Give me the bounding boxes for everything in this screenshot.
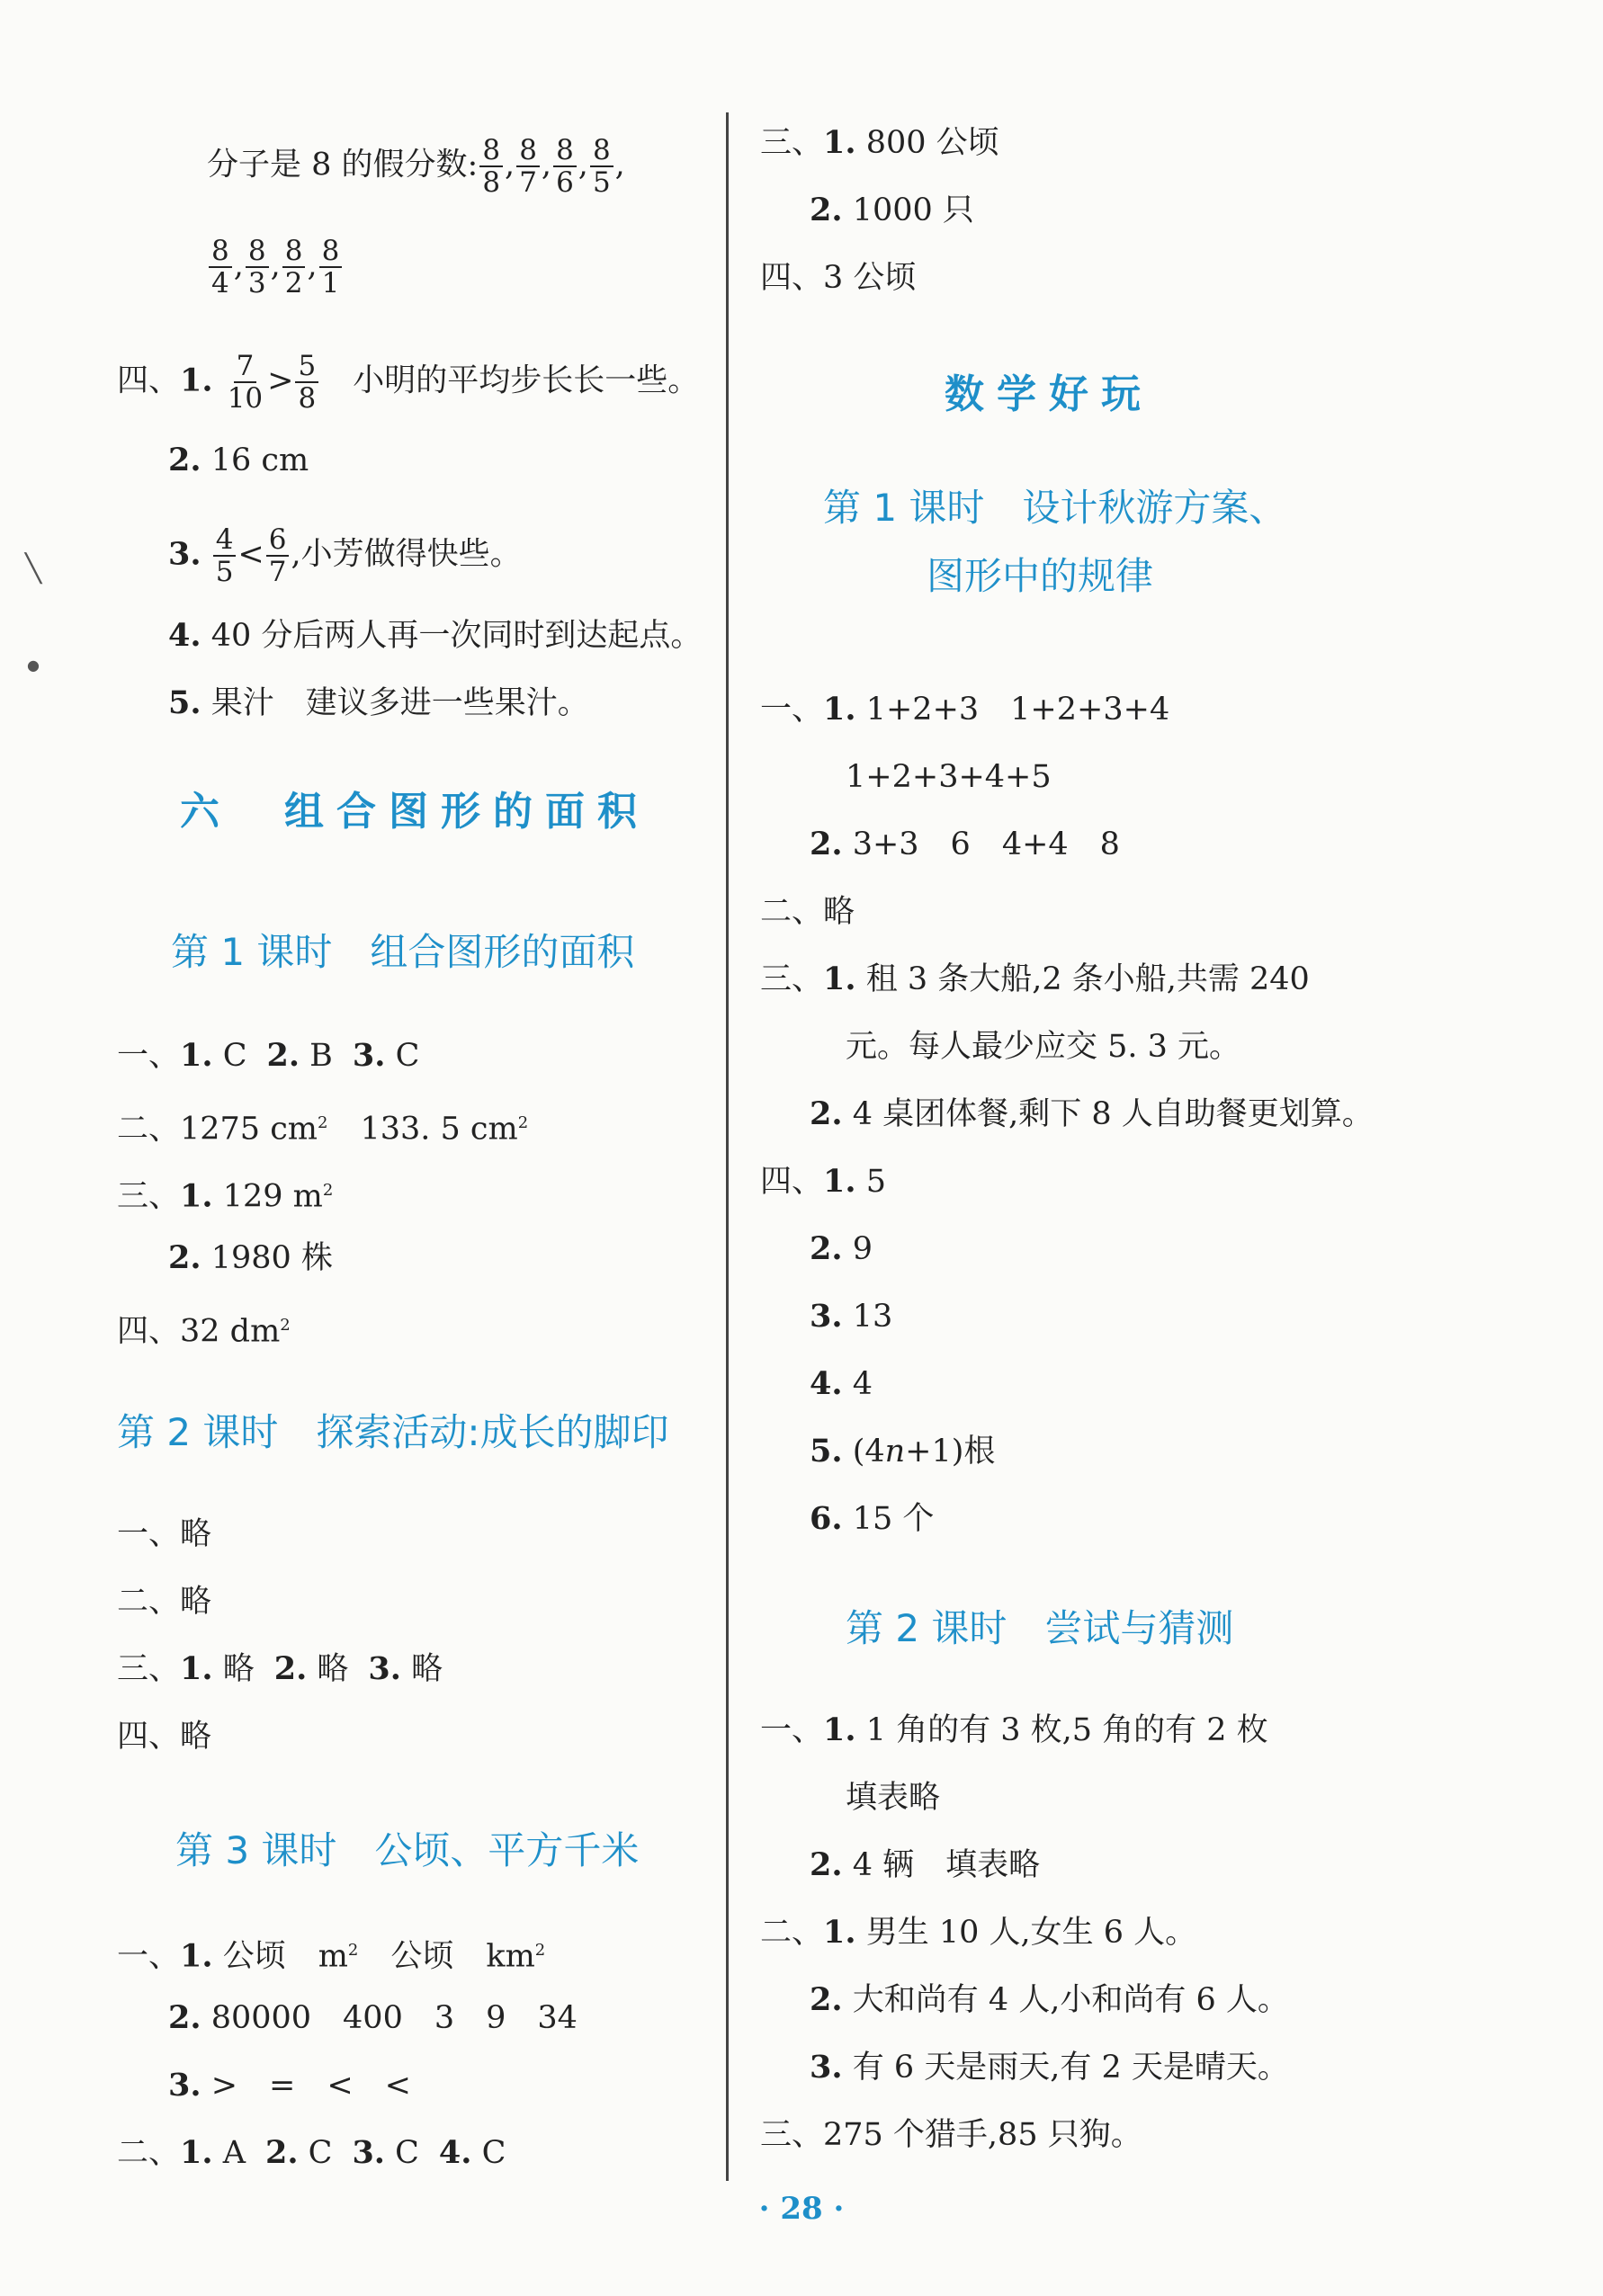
lesson1-answer-8: 3. 13 — [810, 1298, 893, 1335]
lesson1-answer-4-cont: 元。每人最少应交 5. 3 元。 — [846, 1029, 1241, 1065]
scan-mark: ● — [27, 657, 40, 674]
lesson1-answer-1: 一、1. C 2. B 3. C — [117, 1037, 420, 1074]
unit-title: 六 组合图形的面积 — [180, 789, 649, 835]
lesson1-answer-1-cont: 1+2+3+4+5 — [846, 759, 1052, 795]
right-answer-1: 三、1. 800 公顷 — [760, 124, 999, 161]
lesson2-answer-4: 2. 大和尚有 4 人,小和尚有 6 人。 — [810, 1981, 1289, 2018]
lesson2-answer-2: 二、略 — [117, 1584, 212, 1620]
answer-4-3: 3. $\frac{4}{5}$ < $\frac{6}{7}$ ,小芳做得快些。 — [168, 523, 522, 588]
answer-4-1: 四、1. $\frac{7}{10}$ > $\frac{5}{8}$ 小明的平均步长长一些。 — [117, 350, 700, 415]
right-column — [760, 0, 1408, 2296]
lesson2-answer-4: 四、略 — [117, 1719, 212, 1755]
fraction: $\frac{4}{5}$ — [213, 524, 237, 587]
lesson1-answer-2: 2. 3+3 6 4+4 8 — [810, 826, 1120, 862]
answer-4-4: 4. 40 分后两人再一次同时到达起点。 — [168, 617, 703, 654]
lesson3-answer-1: 一、1. 公顷 $m^2$ 公顷 $km^2$ — [117, 1937, 546, 1975]
lesson1-answer-4: 三、1. 租 3 条大船,2 条小船,共需 240 — [760, 960, 1310, 997]
lesson1-answer-7: 2. 9 — [810, 1230, 873, 1267]
unit-title: 数学好玩 — [945, 371, 1153, 417]
fraction: $\frac{5}{8}$ — [295, 351, 318, 414]
lesson1-answer-5: 2. 4 桌团体餐,剩下 8 人自助餐更划算。 — [810, 1095, 1374, 1132]
lesson-3-title: 第 3 课时 公顷、平方千米 — [175, 1828, 640, 1872]
lesson2-answer-1: 一、略 — [117, 1516, 212, 1552]
right-answer-2: 2. 1000 只 — [810, 192, 974, 228]
lesson1-answer-4: 2. 1980 株 — [168, 1239, 333, 1276]
improper-fractions-line1: 分子是 8 的假分数: $\frac{8}{8}$ , $\frac{8}{7}$ , $\frac{8}{6}$ , $\frac{8}{5}$ , — [207, 134, 625, 199]
fraction: $\frac{8}{7}$ — [516, 135, 540, 198]
fraction: $\frac{8}{5}$ — [590, 135, 613, 198]
lesson1-answer-3: 二、略 — [760, 894, 855, 930]
lesson1-answer-10: 5. (4n+1)根 — [810, 1433, 996, 1470]
fraction: $\frac{8}{4}$ — [209, 236, 232, 299]
column-divider — [726, 112, 729, 2181]
lesson3-answer-2: 2. 80000 400 3 9 34 — [168, 1999, 578, 2036]
answer-4-2: 2. 16 cm — [168, 442, 309, 478]
lesson2-answer-1: 一、1. 1 角的有 3 枚,5 角的有 2 枚 — [760, 1711, 1268, 1748]
fraction: $\frac{8}{1}$ — [319, 236, 343, 299]
fraction: $\frac{8}{3}$ — [246, 236, 269, 299]
page-number: · 28 · — [758, 2191, 845, 2227]
lesson3-answer-3: 3. > = < < — [168, 2067, 411, 2104]
lesson-1-title-line1: 第 1 课时 设计秋游方案、 — [823, 486, 1287, 530]
lesson1-answer-3: 三、1. 129 $m^2$ — [117, 1177, 334, 1215]
lesson1-answer-5: 四、32 $dm^2$ — [117, 1313, 291, 1350]
lesson-2-title: 第 2 课时 尝试与猜测 — [846, 1606, 1234, 1650]
scan-mark: ╲ — [25, 553, 42, 585]
improper-fractions-line2: $\frac{8}{4}$ , $\frac{8}{3}$ , $\frac{8}{2}$ , $\frac{8}{1}$ — [207, 236, 344, 299]
lesson1-answer-1: 一、1. 1+2+3 1+2+3+4 — [760, 691, 1170, 728]
right-answer-3: 四、3 公顷 — [760, 260, 917, 296]
answer-4-5: 5. 果汁 建议多进一些果汁。 — [168, 684, 589, 721]
lesson1-answer-2: 二、1275 $cm^2$ 133. 5 $cm^2$ — [117, 1111, 529, 1148]
lesson-2-title: 第 2 课时 探索活动:成长的脚印 — [117, 1410, 669, 1454]
lesson3-answer-4: 二、1. A 2. C 3. C 4. C — [117, 2134, 506, 2171]
lesson2-answer-6: 三、275 个猎手,85 只狗。 — [760, 2117, 1142, 2153]
lesson1-answer-6: 四、1. 5 — [760, 1163, 886, 1200]
lesson-1-title-line2: 图形中的规律 — [927, 554, 1154, 598]
lesson2-answer-5: 3. 有 6 天是雨天,有 2 天是晴天。 — [810, 2049, 1289, 2086]
fraction: $\frac{8}{2}$ — [282, 236, 306, 299]
fraction: $\frac{7}{10}$ — [227, 350, 264, 415]
fraction: $\frac{6}{7}$ — [266, 524, 290, 587]
lesson2-answer-2: 2. 4 辆 填表略 — [810, 1846, 1041, 1883]
lesson2-answer-3: 三、1. 略 2. 略 3. 略 — [117, 1650, 443, 1687]
fraction: $\frac{8}{6}$ — [553, 135, 577, 198]
left-column — [117, 0, 765, 2296]
lesson-1-title: 第 1 课时 组合图形的面积 — [171, 930, 635, 974]
lesson1-answer-11: 6. 15 个 — [810, 1500, 935, 1537]
lesson2-answer-1-cont: 填表略 — [846, 1780, 941, 1816]
lesson2-answer-3: 二、1. 男生 10 人,女生 6 人。 — [760, 1914, 1197, 1951]
lesson1-answer-9: 4. 4 — [810, 1365, 873, 1402]
fraction: $\frac{8}{8}$ — [479, 135, 503, 198]
